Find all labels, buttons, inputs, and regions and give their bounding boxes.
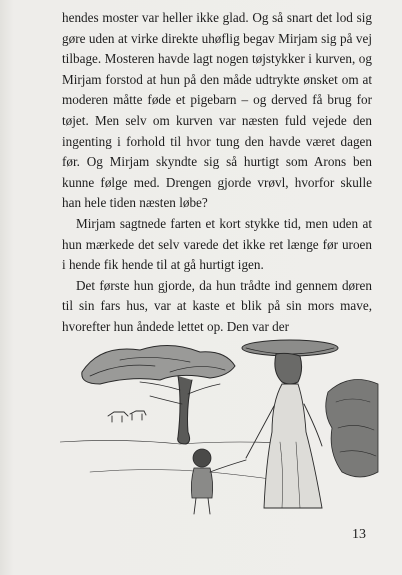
paragraph-2: Mirjam sagtnede farten et kort stykke tid, men uden at hun mærkede det selv varede det ikke ret længe før uroen i hende fik hende til at gå hurtigt igen. xyxy=(62,215,372,273)
body-text xyxy=(62,8,372,338)
page-number: 13 xyxy=(352,527,366,542)
sketch-illustration xyxy=(60,332,380,522)
paragraph-1: hendes moster var heller ikke glad. Og så snart det lod sig gøre uden at virke direkte uhøflig begav Mirjam sig på vej tilbage. Mosteren havde lagt nogen tøjstykker i kurven, og Mirjam forstod at hun på den måde udtrykte ønsket om at moderen måtte føde et pigebarn – og derved få brug for tøjet. Men selv om kurven var næsten fuld vejede den ingenting i forhold til hvor tung den havde været dagen før. Og Mirjam skyndte sig så hurtigt som Arons ben kunne følge med. Drengen gjorde vrøvl, hvorfor skulle han hele tiden næsten løbe? xyxy=(62,10,372,211)
paragraph-3: Det første hun gjorde, da hun trådte ind gennem døren til sin fars hus, var at kaste et blik på sin mors mave, hvorefter hun åndede lettet op. Den var der xyxy=(62,277,372,334)
